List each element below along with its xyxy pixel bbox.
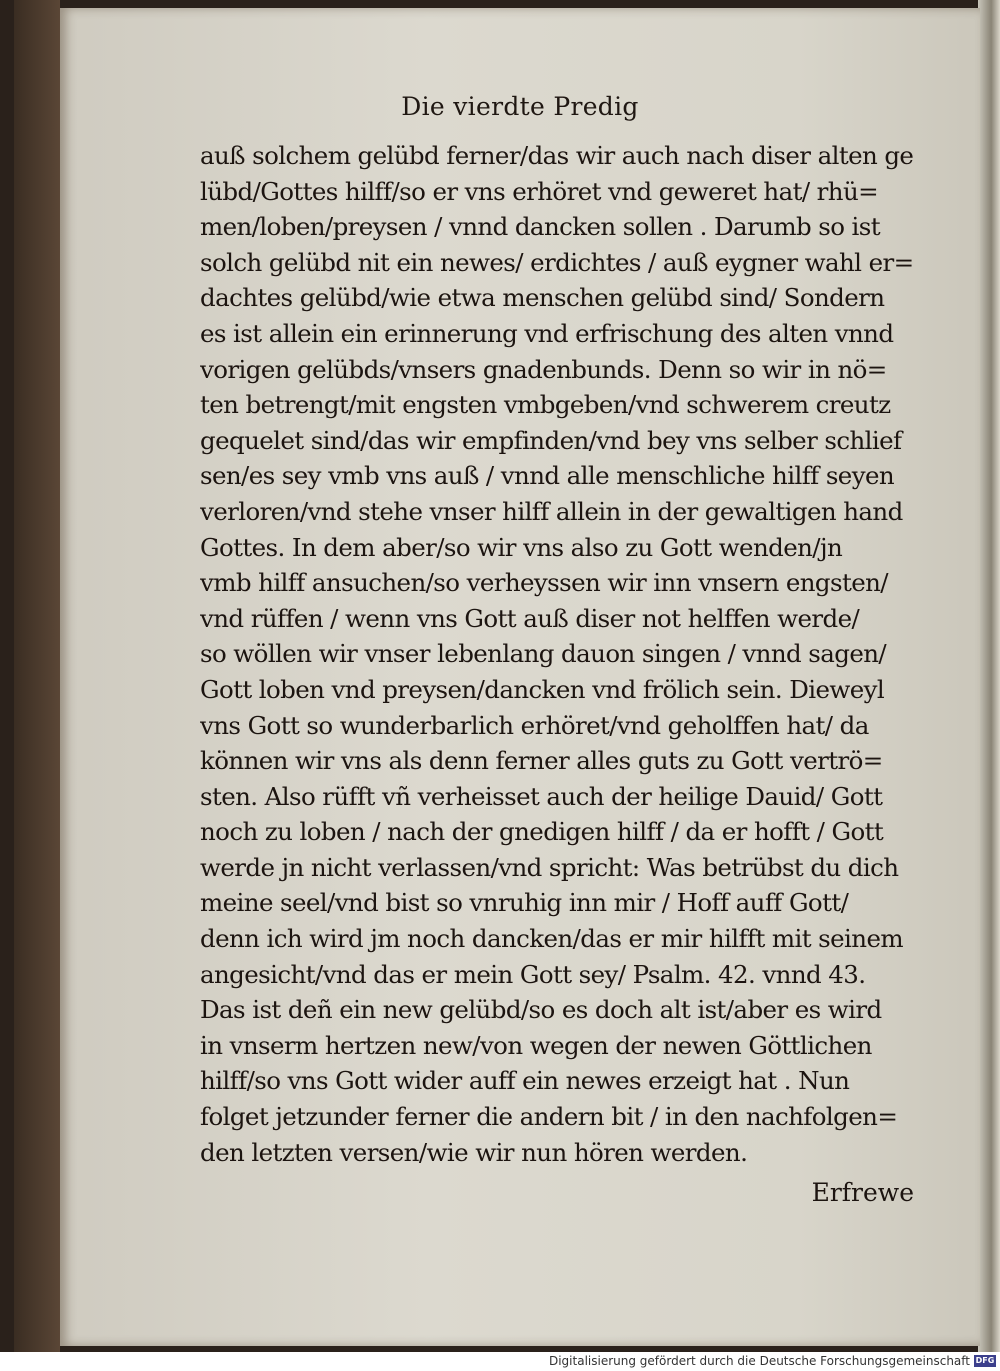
book-spine-edge bbox=[14, 0, 60, 1352]
text-line: sten. Also rüfft vñ verheisset auch der heilige Dauid/ Gott bbox=[200, 781, 883, 811]
text-line: vnd rüffen / wenn vns Gott auß diser not helffen werde/ bbox=[200, 603, 860, 633]
text-line: vns Gott so wunderbarlich erhöret/vnd geholffen hat/ da bbox=[200, 710, 869, 740]
text-line: solch gelübd nit ein newes/ erdichtes / auß eygner wahl er= bbox=[200, 247, 914, 277]
text-line: werde jn nicht verlassen/vnd spricht: Was betrübst du dich bbox=[200, 852, 899, 882]
text-line: hilff/so vns Gott wider auff ein newes erzeigt hat . Nun bbox=[200, 1066, 850, 1096]
text-line: können wir vns als denn ferner alles guts zu Gott vertrö= bbox=[200, 746, 883, 776]
catchword: Erfrewe bbox=[811, 1178, 914, 1207]
text-line: meine seel/vnd bist so vnruhig inn mir / Hoff auff Gott/ bbox=[200, 888, 849, 918]
text-line: noch zu loben / nach der gnedigen hilff / da er hofft / Gott bbox=[200, 817, 884, 847]
dfg-logo: DFG bbox=[975, 1356, 995, 1365]
text-line: dachtes gelübd/wie etwa menschen gelübd sind/ Sondern bbox=[200, 283, 885, 313]
book-page bbox=[60, 8, 980, 1346]
text-line: ten betrengt/mit engsten vmbgeben/vnd schwerem creutz bbox=[200, 390, 891, 420]
text-line: vmb hilff ansuchen/so verheyssen wir inn vnsern engsten/ bbox=[200, 568, 888, 598]
text-line: den letzten versen/wie wir nun hören werden. bbox=[200, 1137, 748, 1167]
page-right-edge bbox=[978, 0, 1000, 1352]
text-line: men/loben/preysen / vnnd dancken sollen . Darumb so ist bbox=[200, 212, 881, 242]
text-line: auß solchem gelübd ferner/das wir auch nach diser alten ge bbox=[200, 141, 914, 170]
text-line: so wöllen wir vnser lebenlang dauon singen / vnnd sagen/ bbox=[200, 639, 887, 669]
text-line: Das ist deñ ein new gelübd/so es doch alt ist/aber es wird bbox=[200, 995, 882, 1025]
footer-bar bbox=[0, 1352, 1000, 1371]
text-line: sen/es sey vmb vns auß / vnnd alle menschliche hilff seyen bbox=[200, 461, 895, 491]
text-line: angesicht/vnd das er mein Gott sey/ Psalm. 42. vnnd 43. bbox=[200, 959, 866, 989]
text-line: es ist allein ein erinnerung vnd erfrischung des alten vnnd bbox=[200, 318, 894, 348]
text-line: vorigen gelübds/vnsers gnadenbunds. Denn so wir in nö= bbox=[200, 354, 887, 384]
text-line: denn ich wird jm noch dancken/das er mir hilfft mit seinem bbox=[200, 924, 903, 954]
text-line: verloren/vnd stehe vnser hilff allein in der gewaltigen hand bbox=[200, 496, 903, 526]
text-line: lübd/Gottes hilff/so er vns erhöret vnd geweret hat/ rhü= bbox=[200, 176, 879, 206]
funding-credit: Digitalisierung gefördert durch die Deutsche Forschungsgemeinschaft bbox=[548, 1354, 970, 1368]
body-text bbox=[200, 138, 970, 1170]
text-line: in vnserm hertzen new/von wegen der newen Göttlichen bbox=[200, 1030, 872, 1060]
text-line: folget jetzunder ferner die andern bit / in den nachfolgen= bbox=[200, 1102, 898, 1132]
text-line: gequelet sind/das wir empfinden/vnd bey vns selber schlief bbox=[200, 425, 902, 455]
text-line: Gott loben vnd preysen/dancken vnd frölich sein. Dieweyl bbox=[200, 674, 885, 704]
text-line: Gottes. In dem aber/so wir vns also zu Gott wenden/jn bbox=[200, 532, 843, 562]
running-head: Die vierdte Predig bbox=[401, 92, 639, 121]
